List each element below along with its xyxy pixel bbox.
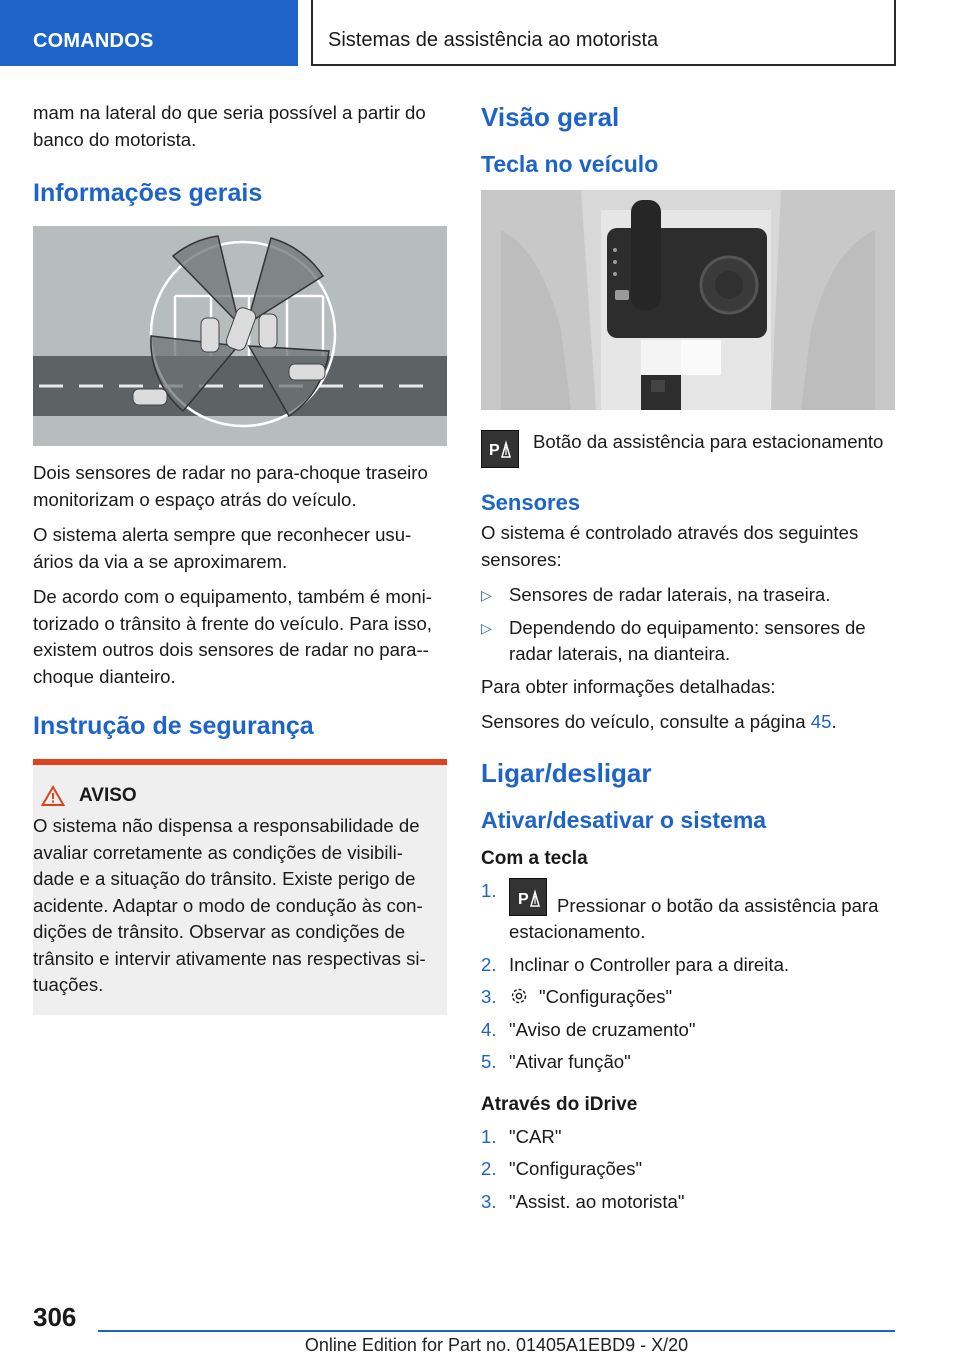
radar-sensors-paragraph: Dois sensores de radar no para-choque traseiro monitorizam o espaço atrás do veículo. [33,462,428,510]
details-label: Para obter informações detalhadas: [481,675,776,697]
svg-text:P: P [489,442,500,459]
warning-label: AVISO [79,785,137,806]
footer-edition: Online Edition for Part no. 01405A1EBD9 - X/20 [304,1335,689,1355]
warning-triangle-icon [41,785,65,807]
radar-coverage-illustration [33,226,447,446]
with-key-steps [481,878,895,1076]
header-section-tab [0,0,298,66]
radar-diagram [33,226,447,446]
warning-text: O sistema não dispensa a responsabilidade de avaliar corretamente as condições de visibili-dade e a situação do trânsito. Existe perigo de acidente. Adaptar o modo de condução às con-dições de trânsito. Observar as condições de trânsito e intervir ativamente nas respectivas si-tuações. [33,815,426,995]
overview-heading: Visão geral [481,102,620,132]
alert-paragraph: O sistema alerta sempre que reconhecer usu-ários da via a se aproximarem. [33,524,412,572]
list-item: 1. P Pressionar o botão da assistência para estacionamento. [481,879,879,942]
list-item: 2. Inclinar o Controller para a direita. [481,953,790,975]
details-reference: Sensores do veículo, consulte a página 45. [481,711,837,732]
header-section-label: COMANDOS [33,30,154,52]
footer-divider [98,1330,895,1332]
idrive-steps [481,1124,895,1216]
bullet-triangle-icon: ▷ [481,619,492,636]
button-caption: Botão da assistência para estacionamento [533,431,884,452]
list-item: 3. "Assist. ao motorista" [481,1190,685,1212]
idrive-heading: Através do iDrive [481,1093,638,1115]
with-key-heading: Com a tecla [481,847,588,869]
page-link[interactable]: 45 [810,711,832,732]
bullet-triangle-icon: ▷ [481,587,492,603]
svg-text:P: P [518,890,529,908]
list-item: 5. "Ativar função" [481,1051,631,1072]
list-item: 1. "CAR" [481,1125,562,1147]
page-number: 306 [33,1302,77,1332]
right-column [481,100,895,1221]
header-chapter-label: Sistemas de assistência ao motorista [328,29,659,51]
vehicle-button-heading: Tecla no veículo [481,151,659,177]
left-column [33,100,447,1015]
list-item: 3. "Configurações" [481,986,673,1007]
warning-box [33,759,447,1015]
button-caption-row [481,430,895,468]
header-chapter-box [311,0,896,66]
sensors-intro: O sistema é controlado através dos seguintes sensores: [481,522,859,570]
warning-title-row [41,785,435,807]
sensors-heading: Sensores [481,490,581,515]
general-info-heading: Informações gerais [33,179,263,207]
intro-paragraph: mam na lateral do que seria possível a partir do banco do motorista. [33,102,426,150]
park-assist-button-icon [481,430,519,468]
sensors-list [481,582,895,668]
list-item: ▷ Dependendo do equipamento: sensores de radar laterais, na dianteira. [481,616,866,664]
center-console-image [481,190,895,410]
list-item: 4. "Aviso de cruzamento" [481,1018,696,1040]
onoff-heading: Ligar/desligar [481,757,652,788]
front-sensors-paragraph: De acordo com o equipamento, também é moni-torizado o trânsito à frente do veículo. Para isso, existem outros dois sensores de radar no para--choque dianteiro. [33,586,432,687]
park-assist-button-icon [509,878,547,916]
list-item: ▷ Sensores de radar laterais, na traseira. [481,582,895,609]
activate-heading: Ativar/desativar o sistema [481,806,767,833]
list-item: 2. "Configurações" [481,1158,643,1179]
safety-heading: Instrução de segurança [33,712,314,740]
gear-icon [509,986,529,1006]
center-console-photo [481,190,895,410]
